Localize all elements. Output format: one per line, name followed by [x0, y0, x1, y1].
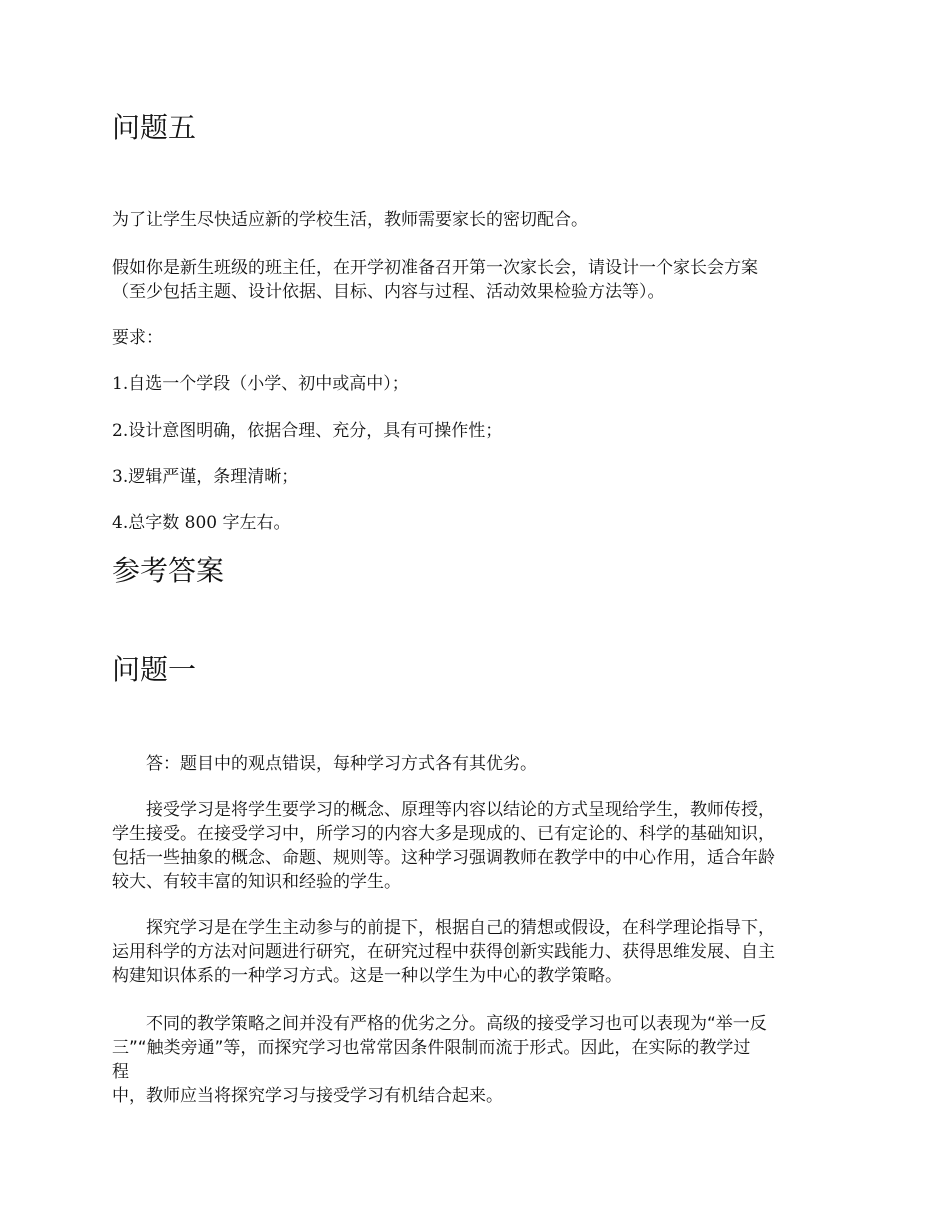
- requirement-number: 2.: [112, 421, 129, 441]
- requirement-number: 4.: [112, 513, 129, 533]
- paragraph-line: 接受学习是将学生要学习的概念、原理等内容以结论的方式呈现给学生，教师传授，: [146, 800, 775, 820]
- paragraph-line: 探究学习是在学生主动参与的前提下，根据自己的猜想或假设，在科学理论指导下，: [146, 918, 775, 938]
- answer-summary: 答：题目中的观点错误，每种学习方式各有其优劣。: [146, 754, 537, 774]
- requirement-number: 3.: [112, 467, 129, 487]
- requirement-item-4: [112, 511, 291, 535]
- question-five-heading: 问题五: [112, 111, 197, 144]
- requirement-item-1: [112, 372, 409, 396]
- word-count: 800: [184, 513, 218, 533]
- paragraph-line: 包括一些抽象的概念、命题、规则等。这种学习强调教师在教学中的中心作用，适合年龄: [112, 848, 775, 868]
- paragraph-receptive-learning: [112, 798, 775, 894]
- question-one-heading: 问题一: [112, 653, 197, 686]
- requirement-text: 设计意图明确，依据合理、充分，具有可操作性；: [128, 421, 503, 441]
- question-five-task-line: （至少包括主题、设计依据、目标、内容与过程、活动效果检验方法等）。: [112, 282, 665, 302]
- requirement-item-2: [112, 419, 502, 443]
- question-five-task-line: 假如你是新生班级的班主任，在开学初准备召开第一次家长会，请设计一个家长会方案: [112, 258, 758, 278]
- requirement-item-3: [112, 465, 298, 489]
- paragraph-line: 程: [112, 1062, 129, 1082]
- paragraph-line: 中，教师应当将探究学习与接受学习有机结合起来。: [112, 1086, 503, 1106]
- requirement-text: 总字数: [128, 513, 185, 533]
- reference-answer-heading: 参考答案: [112, 554, 225, 587]
- paragraph-line: 运用科学的方法对问题进行研究，在研究过程中获得创新实践能力、获得思维发展、自主: [112, 942, 775, 962]
- paragraph-line: 较大、有较丰富的知识和经验的学生。: [112, 872, 401, 892]
- requirements-label: 要求：: [112, 328, 163, 348]
- paragraph-line: 学生接受。在接受学习中，所学习的内容大多是现成的、已有定论的、科学的基础知识，: [112, 824, 775, 844]
- requirement-text: 字左右。: [217, 513, 291, 533]
- question-five-intro: 为了让学生尽快适应新的学校生活，教师需要家长的密切配合。: [112, 210, 588, 230]
- paragraph-line: 三”“触类旁通”等，而探究学习也常常因条件限制而流于形式。因此，在实际的教学过: [112, 1038, 751, 1058]
- requirement-text: 自选一个学段（小学、初中或高中）；: [128, 374, 409, 394]
- paragraph-line: 不同的教学策略之间并没有严格的优劣之分。高级的接受学习也可以表现为“举一反: [146, 1014, 767, 1034]
- paragraph-line: 构建知识体系的一种学习方式。这是一种以学生为中心的教学策略。: [112, 966, 622, 986]
- requirement-text: 逻辑严谨，条理清晰；: [128, 467, 299, 487]
- question-five-task: [112, 256, 758, 304]
- paragraph-inquiry-learning: [112, 916, 775, 988]
- paragraph-conclusion: [112, 1012, 767, 1108]
- requirement-number: 1.: [112, 374, 129, 394]
